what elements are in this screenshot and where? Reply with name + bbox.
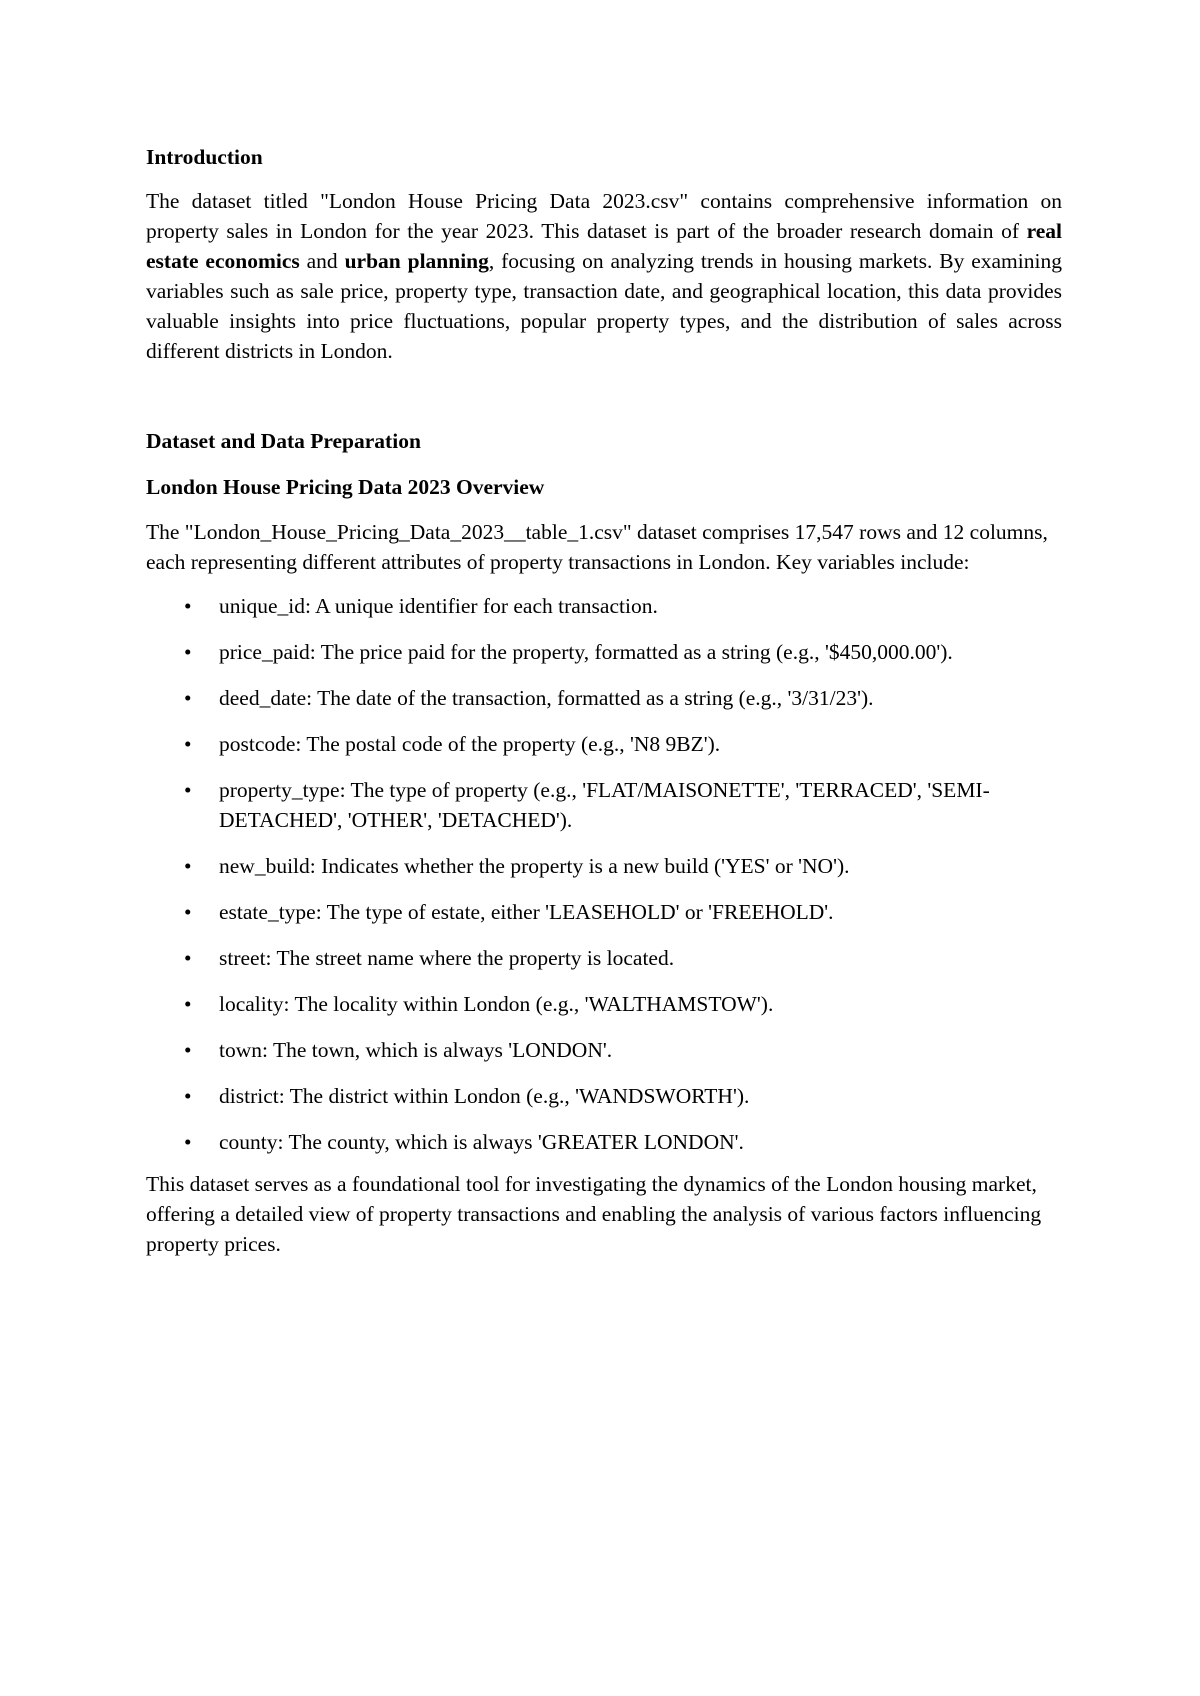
intro-text-1: The dataset titled "London House Pricing Data 2023.csv" contains comprehensive information on property sales in London for the year 2023. This dataset is part of the broader research domain of	[146, 189, 1062, 243]
list-item	[146, 683, 1062, 713]
introduction-heading: Introduction	[146, 145, 263, 169]
list-item-text: county: The county, which is always 'GREATER LONDON'.	[219, 1130, 744, 1154]
list-item-text: estate_type: The type of estate, either 'LEASEHOLD' or 'FREEHOLD'.	[219, 900, 834, 924]
bullet-icon: •	[184, 1130, 192, 1154]
bullet-icon: •	[184, 640, 192, 664]
list-item-text: district: The district within London (e.g., 'WANDSWORTH').	[219, 1084, 750, 1108]
overview-subheading: London House Pricing Data 2023 Overview	[146, 475, 545, 499]
bullet-icon: •	[184, 686, 192, 710]
bullet-icon: •	[184, 1038, 192, 1062]
closing-paragraph: This dataset serves as a foundational tool for investigating the dynamics of the London housing market, offering a detailed view of property transactions and enabling the analysis of various factors influencing property prices.	[146, 1172, 1042, 1256]
list-item	[146, 591, 1062, 621]
list-item-text: unique_id: A unique identifier for each transaction.	[219, 594, 658, 618]
list-item	[146, 1035, 1062, 1065]
intro-text-2: and	[299, 249, 345, 273]
list-item-text: new_build: Indicates whether the property is a new build ('YES' or 'NO').	[219, 854, 850, 878]
bullet-icon: •	[184, 778, 192, 802]
bullet-icon: •	[184, 946, 192, 970]
intro-bold-urban-planning: urban planning	[344, 249, 489, 273]
intro-bold-real-estate-economics: real estate economics	[146, 219, 1062, 273]
dataset-heading: Dataset and Data Preparation	[146, 429, 421, 453]
list-item-text: locality: The locality within London (e.g., 'WALTHAMSTOW').	[219, 992, 774, 1016]
bullet-icon: •	[184, 732, 192, 756]
list-item	[146, 1127, 1062, 1157]
list-item-text: deed_date: The date of the transaction, formatted as a string (e.g., '3/31/23').	[219, 686, 874, 710]
list-item-text: town: The town, which is always 'LONDON'.	[219, 1038, 613, 1062]
list-item	[146, 775, 1062, 835]
bullet-icon: •	[184, 900, 192, 924]
bullet-icon: •	[184, 854, 192, 878]
list-item	[146, 943, 1062, 973]
list-item	[146, 637, 1062, 667]
list-item	[146, 729, 1062, 759]
bullet-icon: •	[184, 594, 192, 618]
bullet-icon: •	[184, 992, 192, 1016]
list-item	[146, 989, 1062, 1019]
list-item	[146, 897, 1062, 927]
list-item-text: postcode: The postal code of the property (e.g., 'N8 9BZ').	[219, 732, 721, 756]
list-item-text: price_paid: The price paid for the property, formatted as a string (e.g., '$450,000.00').	[219, 640, 953, 664]
list-item	[146, 1081, 1062, 1111]
list-item-text: property_type: The type of property (e.g., 'FLAT/MAISONETTE', 'TERRACED', 'SEMI-DETACHED', 'OTHER', 'DETACHED').	[219, 778, 990, 832]
document-page	[146, 142, 1062, 1259]
variables-list	[146, 591, 1062, 1157]
overview-paragraph: The "London_House_Pricing_Data_2023__table_1.csv" dataset comprises 17,547 rows and 12 columns, each representing different attributes of property transactions in London. Key variables include:	[146, 520, 1048, 574]
intro-text-3: , focusing on analyzing trends in housing markets. By examining variables such as sale price, property type, transaction date, and geographical location, this data provides valuable insights into price fluctuations, popular property types, and the distribution of sales across different districts in London.	[146, 249, 1062, 363]
list-item	[146, 851, 1062, 881]
introduction-paragraph	[146, 186, 1062, 366]
bullet-icon: •	[184, 1084, 192, 1108]
list-item-text: street: The street name where the property is located.	[219, 946, 675, 970]
